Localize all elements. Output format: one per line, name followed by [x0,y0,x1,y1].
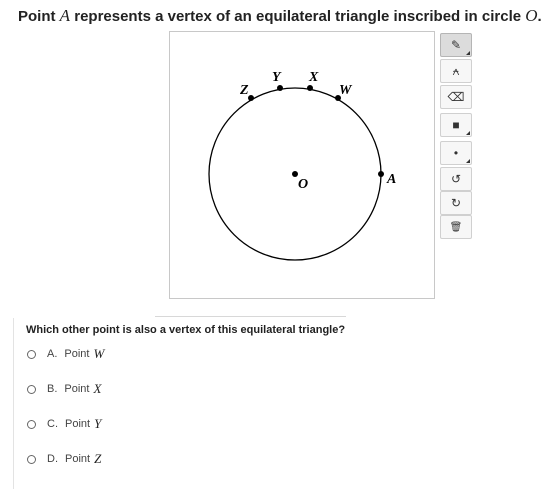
compass-icon: ⍲ [452,63,460,78]
undo-tool[interactable] [440,167,472,191]
pencil-tool[interactable] [440,33,472,57]
answer-panel-border [13,318,14,489]
option-a[interactable] [27,346,104,362]
option-c[interactable] [27,416,101,432]
dot-icon: • [453,146,459,160]
drawing-canvas[interactable] [169,31,435,299]
option-text: Point [64,348,90,360]
label-y: Y [272,70,281,85]
menu-corner-icon [466,131,470,135]
option-letter: A. [47,348,58,360]
label-a: A [387,172,397,187]
undo-icon: ↺ [450,172,462,186]
color-square-icon: ■ [452,118,460,132]
color-tool[interactable] [440,113,472,137]
option-letter: C. [47,418,58,430]
option-var: Y [94,416,102,431]
label-z: Z [240,83,249,98]
question-prompt: Which other point is also a vertex of this equilateral triangle? [26,324,346,336]
redo-tool[interactable] [440,191,472,215]
point-a-dot[interactable] [378,171,384,177]
trash-icon: 🗑 [449,221,463,233]
eraser-tool[interactable] [440,85,472,109]
drawing-toolbar [439,31,474,233]
option-var: Z [94,451,102,466]
point-size-tool[interactable] [440,141,472,165]
radio-button[interactable] [27,420,36,429]
label-o: O [298,177,309,192]
title-var-o: O [525,6,538,25]
question-title: Point A represents a vertex of an equilateral triangle inscribed in circle O. [18,6,542,25]
option-text: Point [65,453,91,465]
menu-corner-icon [466,51,470,55]
option-text: Point [64,383,90,395]
option-letter: D. [47,453,58,465]
option-b[interactable] [27,381,101,397]
redo-icon: ↻ [450,196,462,210]
option-text: Point [65,418,91,430]
title-var-a: A [59,6,71,25]
option-letter: B. [47,383,58,395]
option-d[interactable] [27,451,101,467]
point-y-dot[interactable] [277,85,283,91]
compass-tool[interactable] [440,59,472,83]
point-z-dot[interactable] [248,95,254,101]
section-divider [155,316,346,317]
point-x-dot[interactable] [307,85,313,91]
label-x: X [309,70,319,85]
radio-button[interactable] [27,385,36,394]
delete-tool[interactable] [440,215,472,239]
circle-figure [169,31,435,299]
label-w: W [339,83,352,98]
menu-corner-icon [466,159,470,163]
option-var: X [93,381,102,396]
option-var: W [93,346,105,361]
pencil-icon: ✎ [450,38,462,52]
radio-button[interactable] [27,455,36,464]
eraser-icon: ⌫ [447,90,465,104]
radio-button[interactable] [27,350,36,359]
